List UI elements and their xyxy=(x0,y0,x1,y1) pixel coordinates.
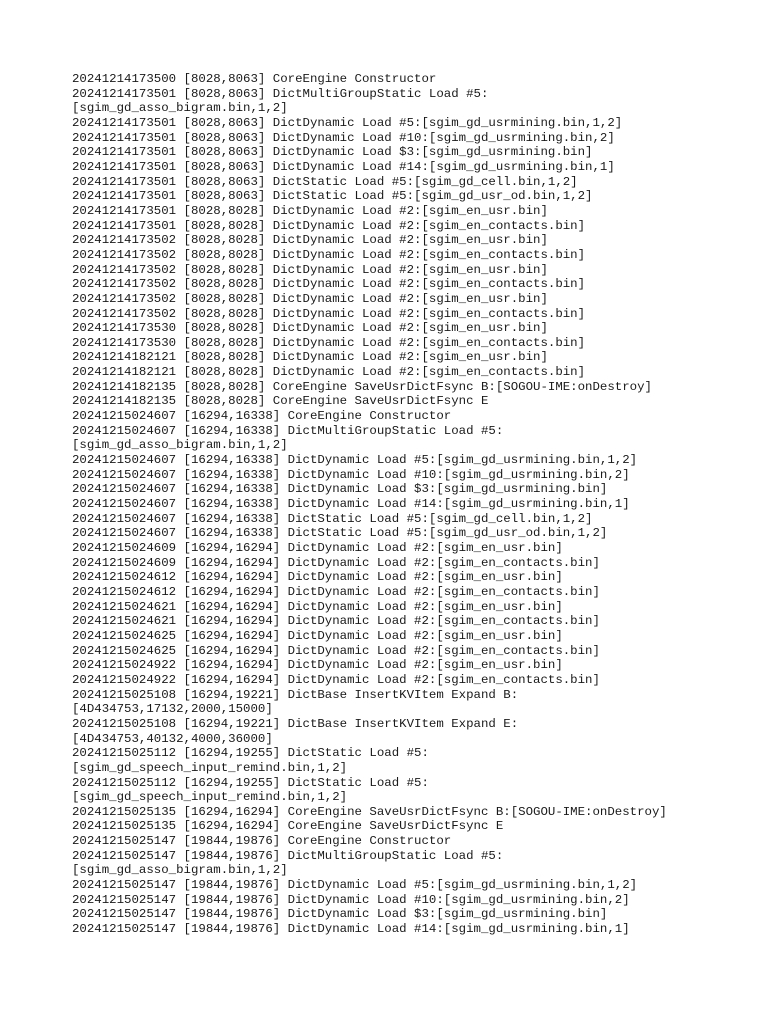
log-line: 20241215025147 [19844,19876] DictDynamic Load $3:[sgim_gd_usrmining.bin] xyxy=(72,907,608,922)
log-line: 20241214173501 [8028,8063] DictStatic Load #5:[sgim_gd_cell.bin,1,2] xyxy=(72,174,578,189)
log-line: 20241215025108 [16294,19221] DictBase InsertKVItem Expand B: [4D434753,17132,2000,15000] xyxy=(72,687,519,717)
log-line: 20241215024609 [16294,16294] DictDynamic Load #2:[sgim_en_usr.bin] xyxy=(72,541,563,555)
log-line: 20241215024625 [16294,16294] DictDynamic Load #2:[sgim_en_contacts.bin] xyxy=(72,643,600,658)
log-line: 20241215025147 [19844,19876] DictDynamic Load #5:[sgim_gd_usrmining.bin,1,2] xyxy=(72,878,638,893)
log-line: 20241214173501 [8028,8063] DictDynamic Load $3:[sgim_gd_usrmining.bin] xyxy=(72,145,593,160)
log-line: 20241215024609 [16294,16294] DictDynamic Load #2:[sgim_en_contacts.bin] xyxy=(72,555,600,570)
log-line: 20241215024607 [16294,16338] DictDynamic Load $3:[sgim_gd_usrmining.bin] xyxy=(72,482,608,497)
log-line: 20241215024607 [16294,16338] CoreEngine Constructor xyxy=(72,409,452,424)
log-line: 20241214173502 [8028,8028] DictDynamic Load #2:[sgim_en_contacts.bin] xyxy=(72,277,586,292)
log-line: 20241215025147 [19844,19876] DictDynamic Load #14:[sgim_gd_usrmining.bin,1] xyxy=(72,922,630,937)
log-line: 20241215025147 [19844,19876] CoreEngine Constructor xyxy=(72,834,452,849)
log-line: 20241214173502 [8028,8028] DictDynamic Load #2:[sgim_en_usr.bin] xyxy=(72,233,548,248)
log-line: 20241215025147 [19844,19876] DictMultiGroupStatic Load #5: [sgim_gd_asso_bigram.bin,1,2] xyxy=(72,848,504,878)
log-line: 20241214173501 [8028,8028] DictDynamic Load #2:[sgim_en_contacts.bin] xyxy=(72,218,586,233)
log-line: 20241215024612 [16294,16294] DictDynamic Load #2:[sgim_en_usr.bin] xyxy=(72,570,563,585)
log-line: 20241215024607 [16294,16338] DictDynamic Load #5:[sgim_gd_usrmining.bin,1,2] xyxy=(72,453,638,468)
log-line: 20241214182121 [8028,8028] DictDynamic Load #2:[sgim_en_usr.bin] xyxy=(72,350,548,365)
log-line: 20241214182135 [8028,8028] CoreEngine SaveUsrDictFsync E xyxy=(72,394,489,409)
log-line: 20241215024625 [16294,16294] DictDynamic Load #2:[sgim_en_usr.bin] xyxy=(72,628,563,643)
log-line: 20241214173501 [8028,8063] DictMultiGroupStatic Load #5: [sgim_gd_asso_bigram.bin,1,2] xyxy=(72,86,489,116)
log-line: 20241215024621 [16294,16294] DictDynamic Load #2:[sgim_en_contacts.bin] xyxy=(72,614,600,629)
log-text xyxy=(72,72,712,937)
log-line: 20241215024621 [16294,16294] DictDynamic Load #2:[sgim_en_usr.bin] xyxy=(72,599,563,614)
log-line: 20241215024922 [16294,16294] DictDynamic Load #2:[sgim_en_contacts.bin] xyxy=(72,672,600,687)
log-line: 20241214173502 [8028,8028] DictDynamic Load #2:[sgim_en_usr.bin] xyxy=(72,262,548,277)
log-line: 20241215025135 [16294,16294] CoreEngine SaveUsrDictFsync B:[SOGOU-IME:onDestroy] xyxy=(72,804,667,819)
log-line: 20241214173501 [8028,8063] DictStatic Load #5:[sgim_gd_usr_od.bin,1,2] xyxy=(72,189,593,204)
log-line: 20241215024922 [16294,16294] DictDynamic Load #2:[sgim_en_usr.bin] xyxy=(72,658,563,673)
log-line: 20241214173502 [8028,8028] DictDynamic Load #2:[sgim_en_contacts.bin] xyxy=(72,247,586,262)
log-line: 20241215024607 [16294,16338] DictStatic Load #5:[sgim_gd_usr_od.bin,1,2] xyxy=(72,526,608,541)
log-line: 20241214173530 [8028,8028] DictDynamic Load #2:[sgim_en_usr.bin] xyxy=(72,321,548,336)
log-line: 20241214173501 [8028,8063] DictDynamic Load #5:[sgim_gd_usrmining.bin,1,2] xyxy=(72,115,623,130)
log-line: 20241215024612 [16294,16294] DictDynamic Load #2:[sgim_en_contacts.bin] xyxy=(72,584,600,599)
log-line: 20241214173502 [8028,8028] DictDynamic Load #2:[sgim_en_usr.bin] xyxy=(72,291,548,306)
log-line: 20241214173501 [8028,8063] DictDynamic Load #14:[sgim_gd_usrmining.bin,1] xyxy=(72,159,615,174)
log-line: 20241215024607 [16294,16338] DictDynamic Load #14:[sgim_gd_usrmining.bin,1] xyxy=(72,497,630,512)
log-line: 20241215025112 [16294,19255] DictStatic Load #5: [sgim_gd_speech_input_remind.bin,1,2] xyxy=(72,775,429,805)
log-line: 20241214173501 [8028,8028] DictDynamic Load #2:[sgim_en_usr.bin] xyxy=(72,203,548,218)
log-line: 20241214182121 [8028,8028] DictDynamic Load #2:[sgim_en_contacts.bin] xyxy=(72,365,586,380)
log-line: 20241215024607 [16294,16338] DictMultiGroupStatic Load #5: [sgim_gd_asso_bigram.bin,1,2] xyxy=(72,423,504,453)
log-line: 20241215025108 [16294,19221] DictBase InsertKVItem Expand E: [4D434753,40132,4000,36000] xyxy=(72,716,519,746)
log-line: 20241214173502 [8028,8028] DictDynamic Load #2:[sgim_en_contacts.bin] xyxy=(72,306,586,321)
log-line: 20241215025135 [16294,16294] CoreEngine SaveUsrDictFsync E xyxy=(72,819,504,834)
log-line: 20241214182135 [8028,8028] CoreEngine SaveUsrDictFsync B:[SOGOU-IME:onDestroy] xyxy=(72,379,652,394)
log-line: 20241214173530 [8028,8028] DictDynamic Load #2:[sgim_en_contacts.bin] xyxy=(72,335,586,350)
log-line: 20241215024607 [16294,16338] DictStatic Load #5:[sgim_gd_cell.bin,1,2] xyxy=(72,511,593,526)
log-line: 20241215025112 [16294,19255] DictStatic Load #5: [sgim_gd_speech_input_remind.bin,1,2] xyxy=(72,746,429,775)
log-line: 20241214173500 [8028,8063] CoreEngine Constructor xyxy=(72,72,437,86)
log-line: 20241214173501 [8028,8063] DictDynamic Load #10:[sgim_gd_usrmining.bin,2] xyxy=(72,130,615,145)
log-line: 20241215024607 [16294,16338] DictDynamic Load #10:[sgim_gd_usrmining.bin,2] xyxy=(72,467,630,482)
log-line: 20241215025147 [19844,19876] DictDynamic Load #10:[sgim_gd_usrmining.bin,2] xyxy=(72,892,630,907)
